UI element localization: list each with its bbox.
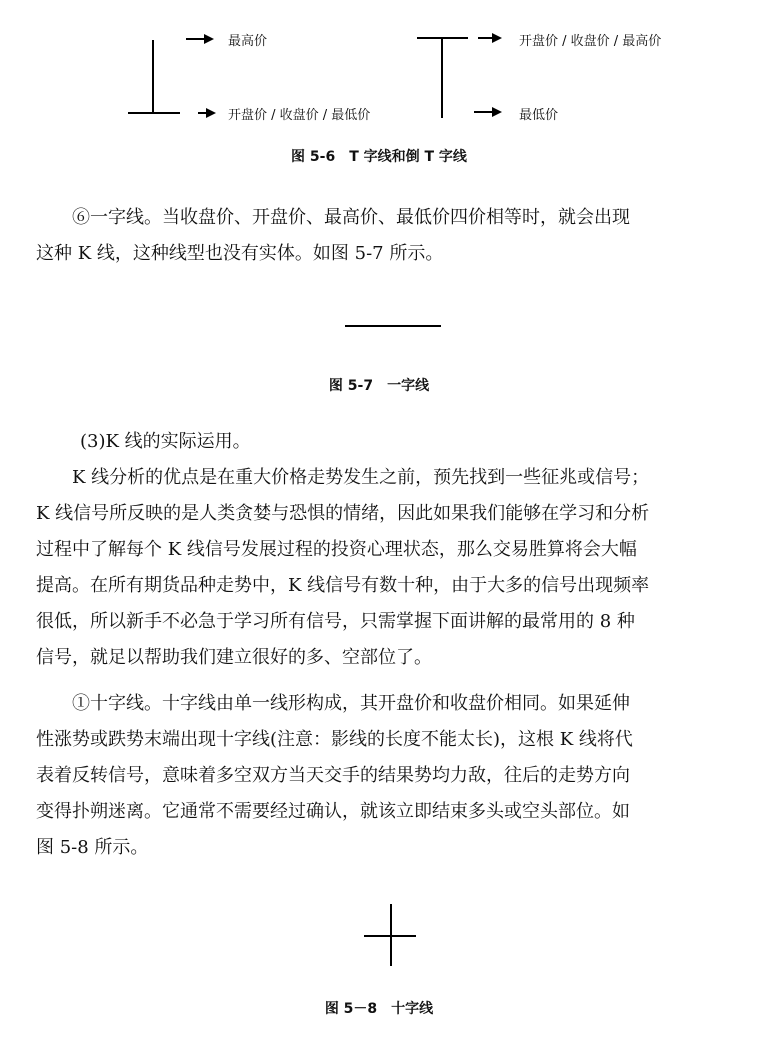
paragraph-shizi (36, 686, 736, 866)
figure-5-7-line (345, 325, 441, 327)
paragraph-line: 图 5-8 所示。 (36, 837, 149, 858)
paragraph-line: ①十字线。十字线由单一线形构成，其开盘价和收盘价相同。如果延伸 (72, 693, 630, 714)
paragraph-line: ⑥一字线。当收盘价、开盘价、最高价、最低价四价相等时，就会出现 (72, 207, 630, 228)
arrow-oc2-icon (492, 33, 502, 43)
paragraph-line: 这种 K 线，这种线型也没有实体。如图 5-7 所示。 (36, 243, 444, 264)
arrow-high-icon (204, 34, 214, 44)
paragraph-line: 性涨势或跌势末端出现十字线(注意：影线的长度不能太长)，这根 K 线将代 (36, 729, 633, 750)
paragraph-line: 很低，所以新手不必急于学习所有信号，只需掌握下面讲解的最常用的 8 种 (36, 611, 635, 632)
figure-5-8-caption: 图 5－8 十字线 (324, 1001, 434, 1017)
section-heading (36, 424, 736, 460)
figure-5-7-caption: 图 5-7 一字线 (328, 378, 430, 394)
paragraph-line: K 线分析的优点是在重大价格走势发生之前，预先找到一些征兆或信号； (72, 467, 650, 488)
figure-5-8-cross (360, 900, 420, 970)
paragraph-line: 变得扑朔迷离。它通常不需要经过确认，就该立即结束多头或空头部位。如 (36, 801, 630, 822)
paragraph-k-analysis (36, 460, 736, 676)
figure-5-6-diagram (0, 0, 758, 135)
paragraph-line: 提高。在所有期货品种走势中，K 线信号有数十种，由于大多的信号出现频率 (36, 575, 650, 596)
paragraph-yizi (36, 200, 736, 272)
arrow-oc-icon (206, 108, 216, 118)
figure-5-6-caption: 图 5-6 T 字线和倒 T 字线 (291, 149, 467, 165)
inv-t-line-oc-label: 开盘价 / 收盘价 / 最高价 (519, 34, 662, 49)
paragraph-line: 过程中了解每个 K 线信号发展过程的投资心理状态，那么交易胜算将会大幅 (36, 539, 637, 560)
section-heading-text: (3)K 线的实际运用。 (80, 431, 251, 452)
arrow-low-icon (492, 107, 502, 117)
paragraph-line: 表着反转信号，意味着多空双方当天交手的结果势均力敌，往后的走势方向 (36, 765, 630, 786)
paragraph-line: K 线信号所反映的是人类贪婪与恐惧的情绪，因此如果我们能够在学习和分析 (36, 503, 650, 524)
t-line-high-label: 最高价 (228, 34, 268, 49)
inv-t-line-low-label: 最低价 (519, 108, 559, 123)
paragraph-line: 信号，就足以帮助我们建立很好的多、空部位了。 (36, 647, 432, 668)
t-line-oc-label: 开盘价 / 收盘价 / 最低价 (228, 108, 371, 123)
